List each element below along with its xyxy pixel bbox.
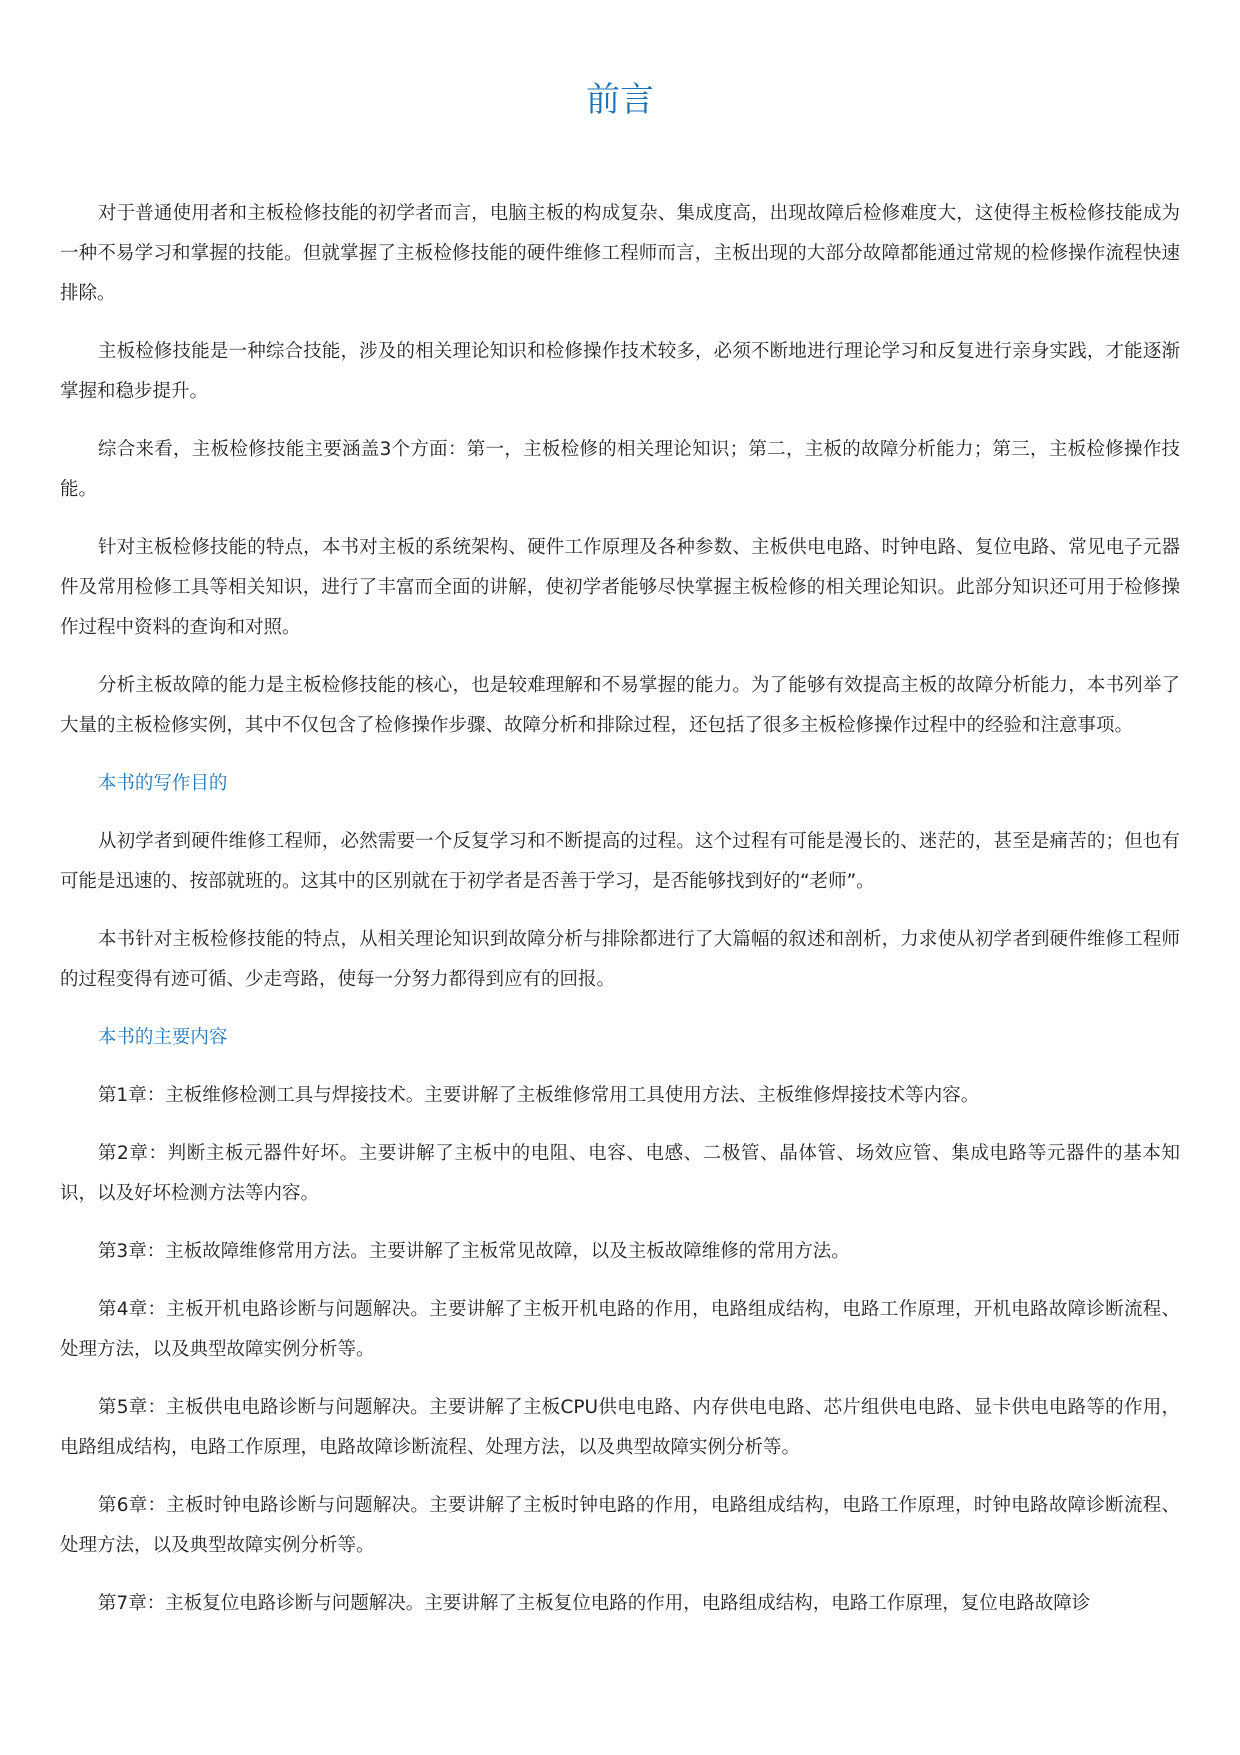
- purpose-paragraph: 从初学者到硬件维修工程师，必然需要一个反复学习和不断提高的过程。这个过程有可能是漫长的、迷茫的，甚至是痛苦的；但也有可能是迅速的、按部就班的。这其中的区别就在于初学者是否善于学习，是否能够找到好的“老师”。: [60, 831, 1180, 892]
- intro-paragraph: 分析主板故障的能力是主板检修技能的核心，也是较难理解和不易掌握的能力。为了能够有效提高主板的故障分析能力，本书列举了大量的主板检修实例，其中不仅包含了检修操作步骤、故障分析和排除过程，还包括了很多主板检修操作过程中的经验和注意事项。: [60, 675, 1180, 736]
- section-heading-purpose: 本书的写作目的: [97, 773, 228, 794]
- chapter-summary: 第2章：判断主板元器件好坏。主要讲解了主板中的电阻、电容、电感、二极管、晶体管、场效应管、集成电路等元器件的基本知识，以及好坏检测方法等内容。: [60, 1143, 1180, 1204]
- chapter-summary: 第3章：主板故障维修常用方法。主要讲解了主板常见故障，以及主板故障维修的常用方法。: [97, 1241, 850, 1262]
- intro-paragraph: 综合来看，主板检修技能主要涵盖3个方面：第一，主板检修的相关理论知识；第二，主板的故障分析能力；第三，主板检修操作技能。: [60, 439, 1180, 500]
- chapter-summary: 第6章：主板时钟电路诊断与问题解决。主要讲解了主板时钟电路的作用，电路组成结构，电路工作原理，时钟电路故障诊断流程、处理方法，以及典型故障实例分析等。: [60, 1495, 1180, 1556]
- section-heading-contents: 本书的主要内容: [97, 1027, 228, 1048]
- chapter-summary: 第7章：主板复位电路诊断与问题解决。主要讲解了主板复位电路的作用，电路组成结构，电路工作原理，复位电路故障诊: [97, 1593, 1091, 1614]
- document-body: [60, 194, 1180, 1624]
- intro-paragraph: 主板检修技能是一种综合技能，涉及的相关理论知识和检修操作技术较多，必须不断地进行理论学习和反复进行亲身实践，才能逐渐掌握和稳步提升。: [60, 341, 1180, 402]
- chapter-summary: 第5章：主板供电电路诊断与问题解决。主要讲解了主板CPU供电电路、内存供电电路、芯片组供电电路、显卡供电电路等的作用，电路组成结构，电路工作原理，电路故障诊断流程、处理方法，以及典型故障实例分析等。: [60, 1397, 1180, 1458]
- page-title: 前言: [586, 80, 654, 120]
- intro-paragraph: 针对主板检修技能的特点，本书对主板的系统架构、硬件工作原理及各种参数、主板供电电路、时钟电路、复位电路、常见电子元器件及常用检修工具等相关知识，进行了丰富而全面的讲解，使初学者能够尽快掌握主板检修的相关理论知识。此部分知识还可用于检修操作过程中资料的查询和对照。: [60, 537, 1180, 638]
- chapter-summary: 第4章：主板开机电路诊断与问题解决。主要讲解了主板开机电路的作用，电路组成结构，电路工作原理，开机电路故障诊断流程、处理方法，以及典型故障实例分析等。: [60, 1299, 1180, 1360]
- intro-paragraph: 对于普通使用者和主板检修技能的初学者而言，电脑主板的构成复杂、集成度高，出现故障后检修难度大，这使得主板检修技能成为一种不易学习和掌握的技能。但就掌握了主板检修技能的硬件维修工程师而言，主板出现的大部分故障都能通过常规的检修操作流程快速排除。: [60, 203, 1180, 304]
- chapter-summary: 第1章：主板维修检测工具与焊接技术。主要讲解了主板维修常用工具使用方法、主板维修焊接技术等内容。: [97, 1085, 980, 1106]
- purpose-paragraph: 本书针对主板检修技能的特点，从相关理论知识到故障分析与排除都进行了大篇幅的叙述和剖析，力求使从初学者到硬件维修工程师的过程变得有迹可循、少走弯路，使每一分努力都得到应有的回报。: [60, 929, 1180, 990]
